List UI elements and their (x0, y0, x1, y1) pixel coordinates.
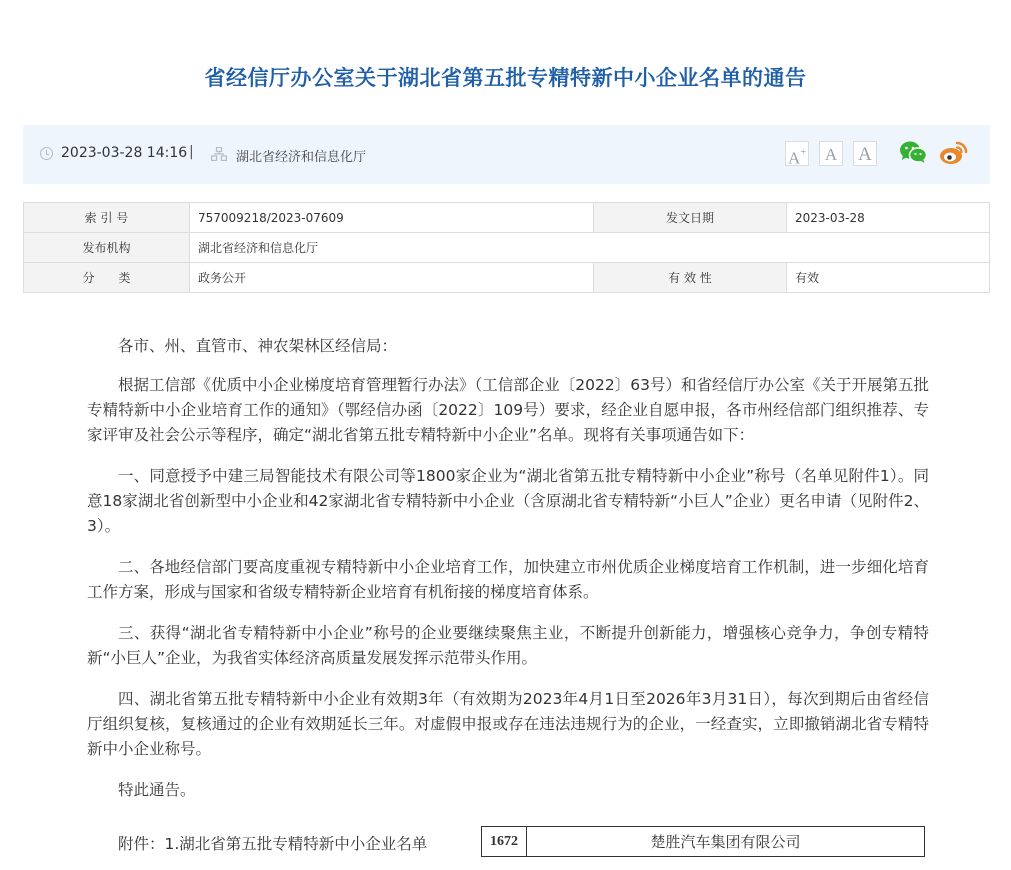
article-info-bar (23, 125, 990, 184)
publish-datetime: 2023-03-28 14:16 (61, 145, 188, 161)
table-row (24, 263, 990, 293)
date-value: 2023-03-28 (787, 203, 990, 233)
article-body (87, 334, 929, 819)
font-default-button[interactable]: A (819, 141, 843, 166)
table-row (24, 233, 990, 263)
validity-label: 有 效 性 (594, 263, 787, 293)
paragraph-item-4: 四、湖北省第五批专精特新中小企业有效期3年（有效期为2023年4月1日至2026年3月31日），每次到期后由省经信厅组织复核，复核通过的企业有效期延长三年。对虚假申报或存在违法违规行为的企业，一经查实，立即撤销湖北省专精特新中小企业称号。 (87, 690, 929, 758)
category-value: 政务公开 (190, 263, 594, 293)
paragraph-intro: 根据工信部《优质中小企业梯度培育管理暂行办法》（工信部企业〔2022〕63号）和省经信厅办公室《关于开展第五批专精特新中小企业培育工作的通知》（鄂经信办函〔2022〕109号）要求，经企业自愿申报，各市州经信部门组织推荐、专家评审及社会公示等程序，确定“湖北省第五批专精特新中小企业”名单。现将有关事项通告如下： (87, 376, 929, 444)
wechat-icon[interactable] (899, 140, 927, 164)
category-label: 分 类 (24, 263, 190, 293)
index-label: 索 引 号 (24, 203, 190, 233)
organization-icon (211, 147, 227, 161)
document-metadata-table (23, 202, 990, 293)
company-name: 楚胜汽车集团有限公司 (527, 827, 925, 857)
paragraph-item-1: 一、同意授予中建三局智能技术有限公司等1800家企业为“湖北省第五批专精特新中小企业”称号（名单见附件1）。同意18家湖北省创新型中小企业和42家湖北省专精特新中小企业（含原湖北省专精特新“小巨人”企业）更名申请（见附件2、3）。 (87, 467, 929, 535)
index-value: 757009218/2023-07609 (190, 203, 594, 233)
page-title: 省经信厅办公室关于湖北省第五批专精特新中小企业名单的通告 (204, 66, 807, 90)
row-number: 1672 (482, 827, 527, 857)
paragraph-item-2: 二、各地经信部门要高度重视专精特新中小企业培育工作，加快建立市州优质企业梯度培育工作机制，进一步细化培育工作方案，形成与国家和省级专精特新企业培育有机衔接的梯度培育体系。 (87, 558, 929, 601)
org-value: 湖北省经济和信息化厅 (190, 233, 990, 263)
org-label: 发布机构 (24, 233, 190, 263)
paragraph-item-3: 三、获得“湖北省专精特新中小企业”称号的企业要继续聚焦主业，不断提升创新能力，增强核心竞争力，争创专精特新“小巨人”企业，为我省实体经济高质量发展发挥示范带头作用。 (87, 624, 929, 667)
greeting: 各市、州、直管市、神农架林区经信局： (118, 337, 398, 355)
weibo-icon[interactable] (939, 140, 969, 166)
date-label: 发文日期 (594, 203, 787, 233)
attachment-link[interactable]: 附件：1.湖北省第五批专精特新中小企业名单 (118, 835, 428, 853)
font-large-button[interactable]: A (853, 141, 877, 166)
clock-icon (40, 147, 53, 160)
publisher-name: 湖北省经济和信息化厅 (236, 150, 367, 165)
font-increase-button[interactable]: A+ (785, 141, 809, 166)
closing: 特此通告。 (118, 781, 196, 799)
attachment-preview-table (481, 826, 925, 857)
table-row (482, 827, 925, 857)
validity-value: 有效 (787, 263, 990, 293)
table-row (24, 203, 990, 233)
info-separator: | (189, 144, 194, 160)
